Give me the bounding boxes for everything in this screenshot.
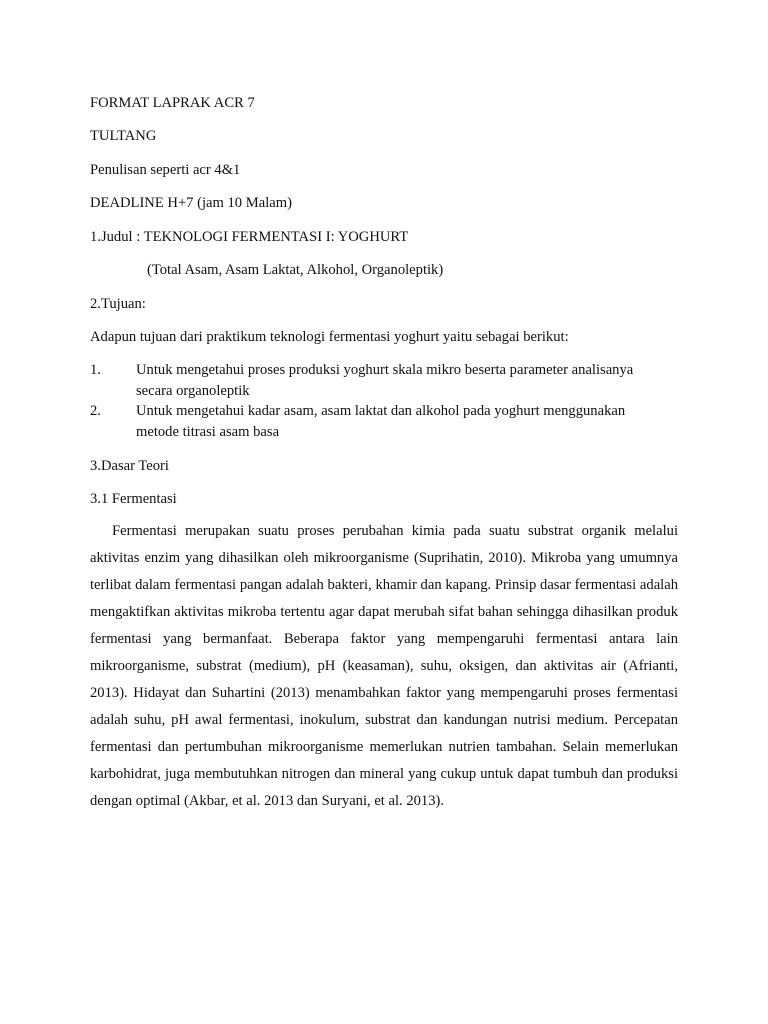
subsection-heading: 3.1 Fermentasi	[90, 491, 177, 507]
list-text: Untuk mengetahui proses produksi yoghurt skala mikro beserta parameter analisanya secara organoleptik	[136, 362, 634, 399]
tujuan-intro: Adapun tujuan dari praktikum teknologi fermentasi yoghurt yaitu sebagai berikut:	[90, 329, 569, 345]
doc-header-line-1: FORMAT LAPRAK ACR 7	[90, 95, 255, 111]
doc-header-line-4: DEADLINE H+7 (jam 10 Malam)	[90, 195, 292, 211]
doc-header-line-3: Penulisan seperti acr 4&1	[90, 162, 241, 178]
list-number: 2.	[90, 403, 101, 419]
title-subtitle: (Total Asam, Asam Laktat, Alkohol, Organoleptik)	[147, 262, 444, 278]
tujuan-heading: 2.Tujuan:	[90, 296, 146, 312]
title-line: 1.Judul : TEKNOLOGI FERMENTASI I: YOGHURT	[90, 229, 409, 245]
list-text: Untuk mengetahui kadar asam, asam laktat dan alkohol pada yoghurt menggunakan metode titrasi asam basa	[136, 403, 626, 440]
dasar-teori-heading: 3.Dasar Teori	[90, 458, 169, 474]
doc-header-line-2: TULTANG	[90, 128, 157, 144]
list-number: 1.	[90, 362, 101, 378]
body-paragraph: Fermentasi merupakan suatu proses perubahan kimia pada suatu substrat organik melalui aktivitas enzim yang dihasilkan oleh mikroorganisme (Suprihatin, 2010). Mikroba yang umumnya terlibat dalam fermentasi pangan adalah bakteri, khamir dan kapang. Prinsip dasar fermentasi adalah mengaktifkan aktivitas mikroba tertentu agar dapat merubah sifat bahan sehingga dihasilkan produk fermentasi yang bermanfaat. Beberapa faktor yang mempengaruhi fermentasi antara lain mikroorganisme, substrat (medium), pH (keasaman), suhu, oksigen, dan aktivitas air (Afrianti, 2013). Hidayat dan Suhartini (2013) menambahkan faktor yang mempengaruhi proses fermentasi adalah suhu, pH awal fermentasi, inokulum, substrat dan kandungan nutrisi medium. Percepatan fermentasi dan pertumbuhan mikroorganisme memerlukan nutrien tambahan. Selain memerlukan karbohidrat, juga membutuhkan nitrogen dan mineral yang cukup untuk dapat tumbuh dan produksi dengan optimal (Akbar, et al. 2013 dan Suryani, et al. 2013).	[90, 523, 678, 809]
